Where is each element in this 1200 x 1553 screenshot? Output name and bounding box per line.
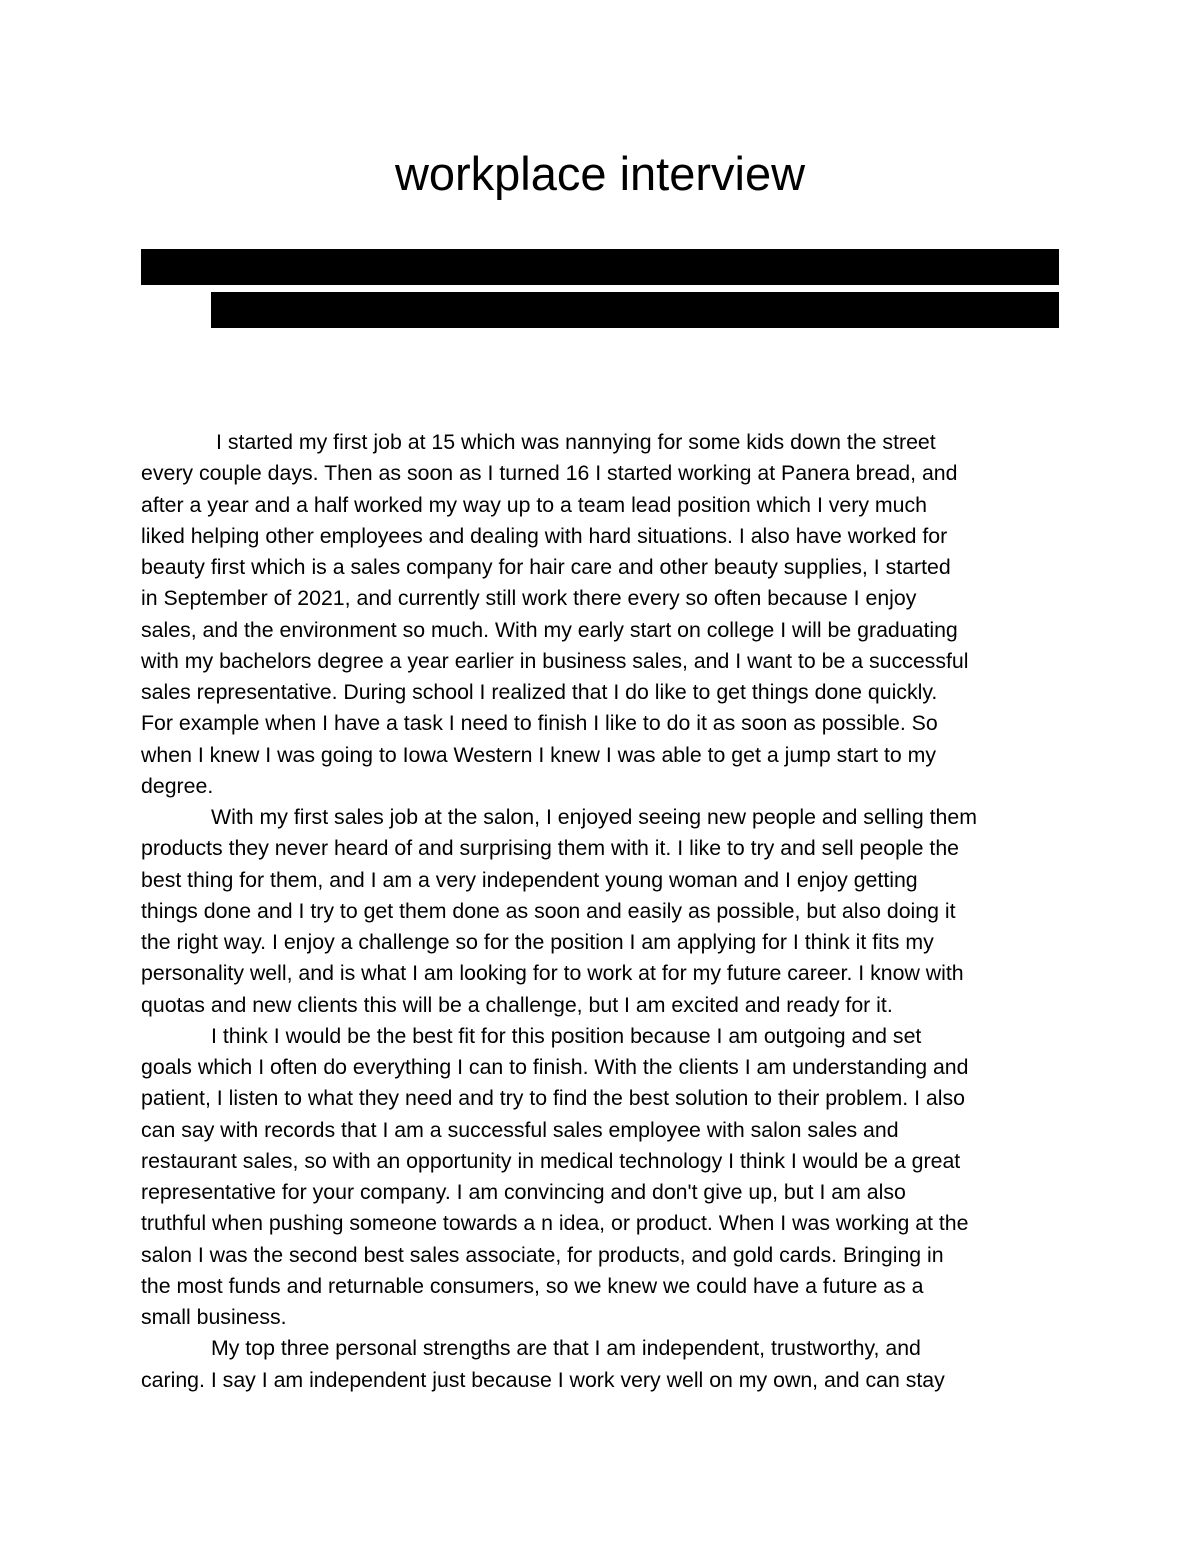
body-text-line: things done and I try to get them done as soon and easily as possible, but also doing it	[141, 898, 956, 923]
body-text-line: quotas and new clients this will be a challenge, but I am excited and ready for it.	[141, 992, 893, 1017]
body-text-line: For example when I have a task I need to finish I like to do it as soon as possible. So	[141, 711, 938, 736]
body-text-line: personality well, and is what I am looking for to work at for my future career. I know with	[141, 961, 964, 986]
body-text-line: salon I was the second best sales associate, for products, and gold cards. Bringing in	[141, 1242, 944, 1267]
body-text-line: sales representative. During school I realized that I do like to get things done quickly.	[141, 680, 938, 704]
document-title: workplace interview	[394, 147, 806, 200]
body-text-line: products they never heard of and surprising them with it. I like to try and sell people the	[141, 836, 960, 861]
body-text-line: when I knew I was going to Iowa Western I knew I was able to get a jump start to my	[141, 742, 937, 767]
body-text-line: I think I would be the best fit for this position because I am outgoing and set	[211, 1023, 922, 1048]
body-text-line: restaurant sales, so with an opportunity in medical technology I think I would be a great	[141, 1148, 961, 1173]
body-text-line: after a year and a half worked my way up to a team lead position which I very much	[141, 492, 928, 517]
body-text-line: degree.	[141, 773, 214, 798]
body-text-line: the right way. I enjoy a challenge so for the position I am applying for I think it fits my	[141, 930, 934, 954]
redaction-bar	[141, 249, 1059, 285]
body-text-line: liked helping other employees and dealing with hard situations. I also have worked for	[141, 523, 948, 548]
body-text-line: small business.	[141, 1305, 287, 1329]
body-text-line: sales, and the environment so much. With my early start on college I will be graduating	[141, 617, 958, 642]
redaction-bar	[211, 292, 1059, 328]
body-text-line: every couple days. Then as soon as I turned 16 I started working at Panera bread, and	[141, 461, 958, 486]
body-text-line: the most funds and returnable consumers, so we knew we could have a future as a	[141, 1273, 924, 1298]
document-body	[141, 427, 1071, 1396]
body-text-line: best thing for them, and I am a very independent young woman and I enjoy getting	[141, 867, 918, 892]
body-text-line: I started my first job at 15 which was nannying for some kids down the street	[216, 430, 936, 454]
body-text-line: in September of 2021, and currently still work there every so often because I enjoy	[141, 586, 917, 611]
body-text-line: representative for your company. I am convincing and don't give up, but I am also	[141, 1180, 906, 1204]
body-text-line: caring. I say I am independent just because I work very well on my own, and can stay	[141, 1367, 945, 1392]
body-text-line: With my first sales job at the salon, I enjoyed seeing new people and selling them	[211, 805, 977, 829]
body-text-line: goals which I often do everything I can to finish. With the clients I am understanding and	[141, 1055, 969, 1079]
body-text-line: My top three personal strengths are that I am independent, trustworthy, and	[211, 1336, 921, 1361]
body-text-line: beauty first which is a sales company for hair care and other beauty supplies, I started	[141, 555, 951, 579]
body-text-line: patient, I listen to what they need and try to find the best solution to their problem. I also	[141, 1086, 965, 1111]
body-text-line: can say with records that I am a successful sales employee with salon sales and	[141, 1117, 899, 1142]
body-text-line: truthful when pushing someone towards a n idea, or product. When I was working at the	[141, 1211, 969, 1236]
body-text-line: with my bachelors degree a year earlier in business sales, and I want to be a successful	[141, 648, 969, 673]
